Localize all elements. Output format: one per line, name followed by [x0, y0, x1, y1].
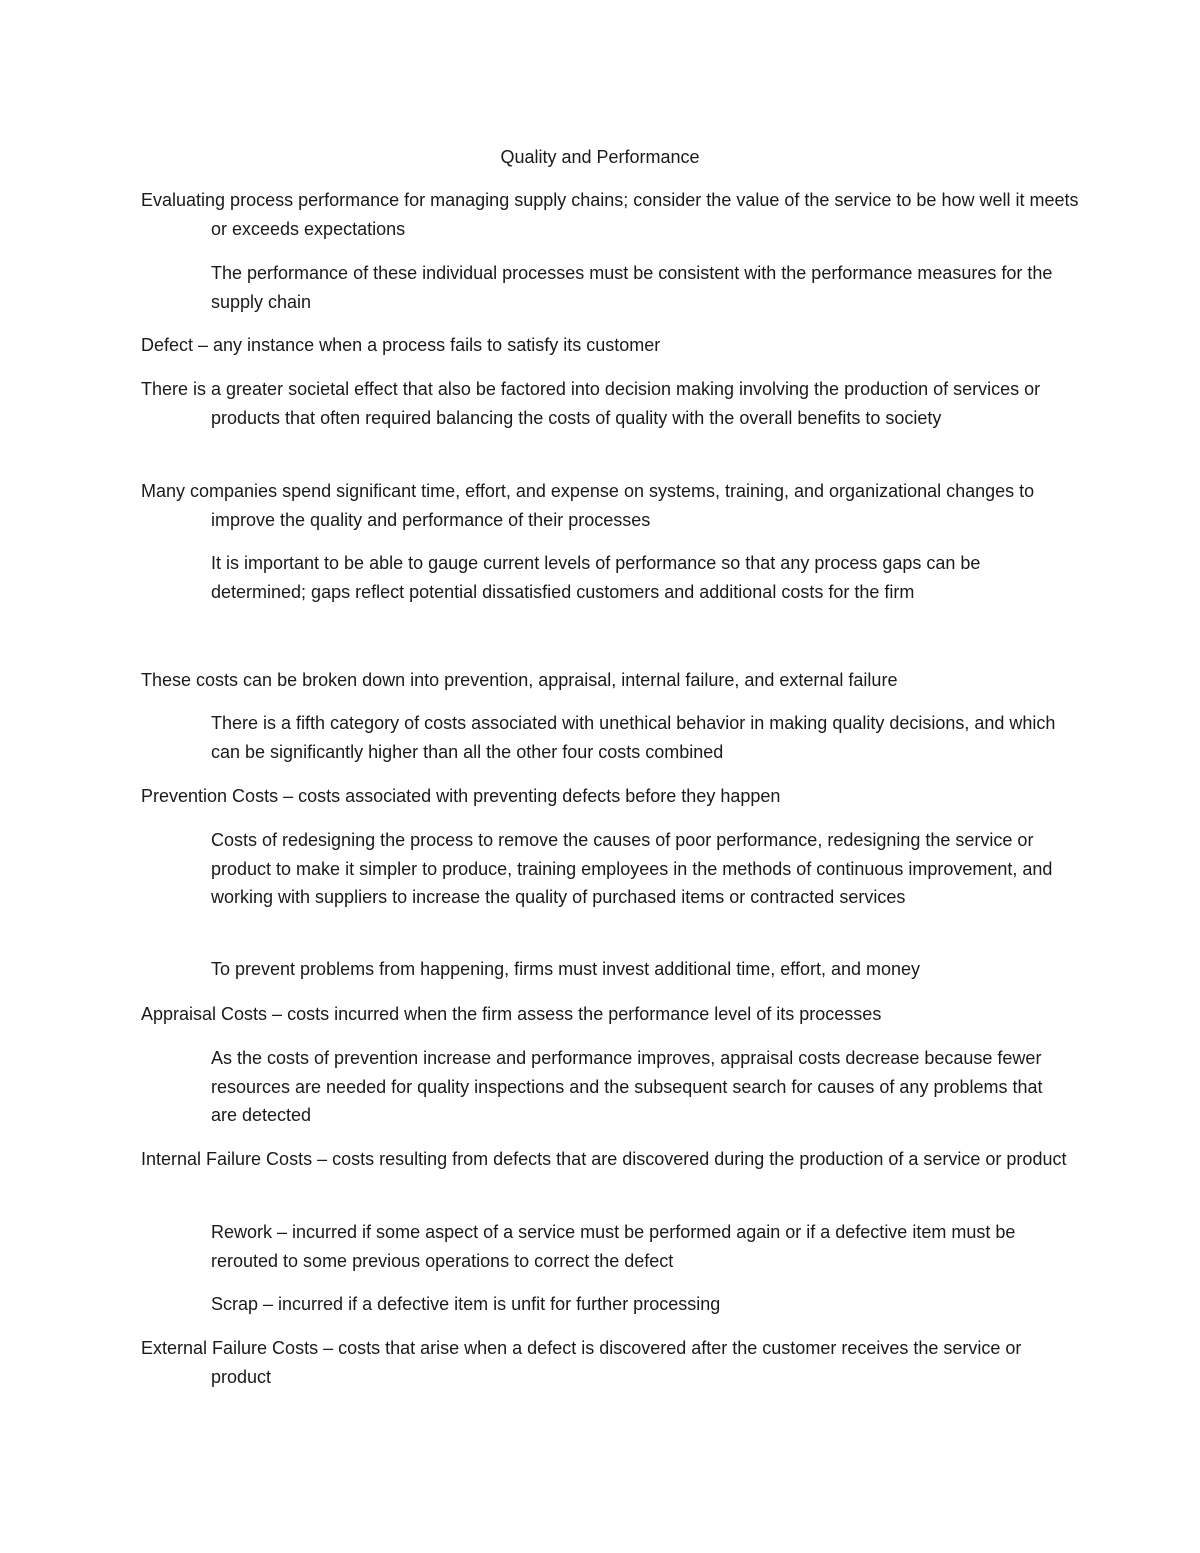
paragraph-societal-effect: There is a greater societal effect that also be factored into decision making involving the production of services or products that often required balancing the costs of quality with the overall benefits to society	[141, 379, 1041, 428]
paragraph-evaluating-process: Evaluating process performance for managing supply chains; consider the value of the service to be how well it meets or exceeds expectations	[141, 190, 1079, 239]
paragraph-cost-categories: These costs can be broken down into prevention, appraisal, internal failure, and external failure	[141, 670, 898, 690]
subparagraph-individual-processes: The performance of these individual processes must be consistent with the performance measures for the supply chain	[211, 263, 1053, 312]
paragraph-external-failure-costs: External Failure Costs – costs that arise when a defect is discovered after the customer receives the service or product	[141, 1338, 1022, 1387]
subparagraph-gauge-performance: It is important to be able to gauge current levels of performance so that any process gaps can be determined; gaps reflect potential dissatisfied customers and additional costs for the firm	[211, 553, 981, 602]
paragraph-defect-definition: Defect – any instance when a process fails to satisfy its customer	[141, 335, 661, 355]
subparagraph-fifth-category: There is a fifth category of costs associated with unethical behavior in making quality decisions, and which can be significantly higher than all the other four costs combined	[211, 713, 1056, 762]
subparagraph-prevent-problems: To prevent problems from happening, firms must invest additional time, effort, and money	[211, 959, 921, 979]
paragraph-internal-failure-costs: Internal Failure Costs – costs resulting from defects that are discovered during the production of a service or product	[141, 1149, 1067, 1169]
paragraph-appraisal-costs: Appraisal Costs – costs incurred when the firm assess the performance level of its processes	[141, 1004, 882, 1024]
subparagraph-appraisal-decrease: As the costs of prevention increase and performance improves, appraisal costs decrease because fewer resources are needed for quality inspections and the subsequent search for causes of any problems that are detected	[211, 1048, 1043, 1125]
page-title: Quality and Performance	[500, 147, 700, 167]
subparagraph-rework: Rework – incurred if some aspect of a service must be performed again or if a defective item must be rerouted to some previous operations to correct the defect	[211, 1222, 1016, 1271]
paragraph-companies-spend: Many companies spend significant time, effort, and expense on systems, training, and organizational changes to improve the quality and performance of their processes	[141, 481, 1035, 530]
subparagraph-prevention-examples: Costs of redesigning the process to remove the causes of poor performance, redesigning the service or product to make it simpler to produce, training employees in the methods of continuous improvement, and working with suppliers to increase the quality of purchased items or contracted services	[211, 830, 1053, 907]
subparagraph-scrap: Scrap – incurred if a defective item is unfit for further processing	[211, 1294, 721, 1314]
paragraph-prevention-costs: Prevention Costs – costs associated with preventing defects before they happen	[141, 786, 781, 806]
